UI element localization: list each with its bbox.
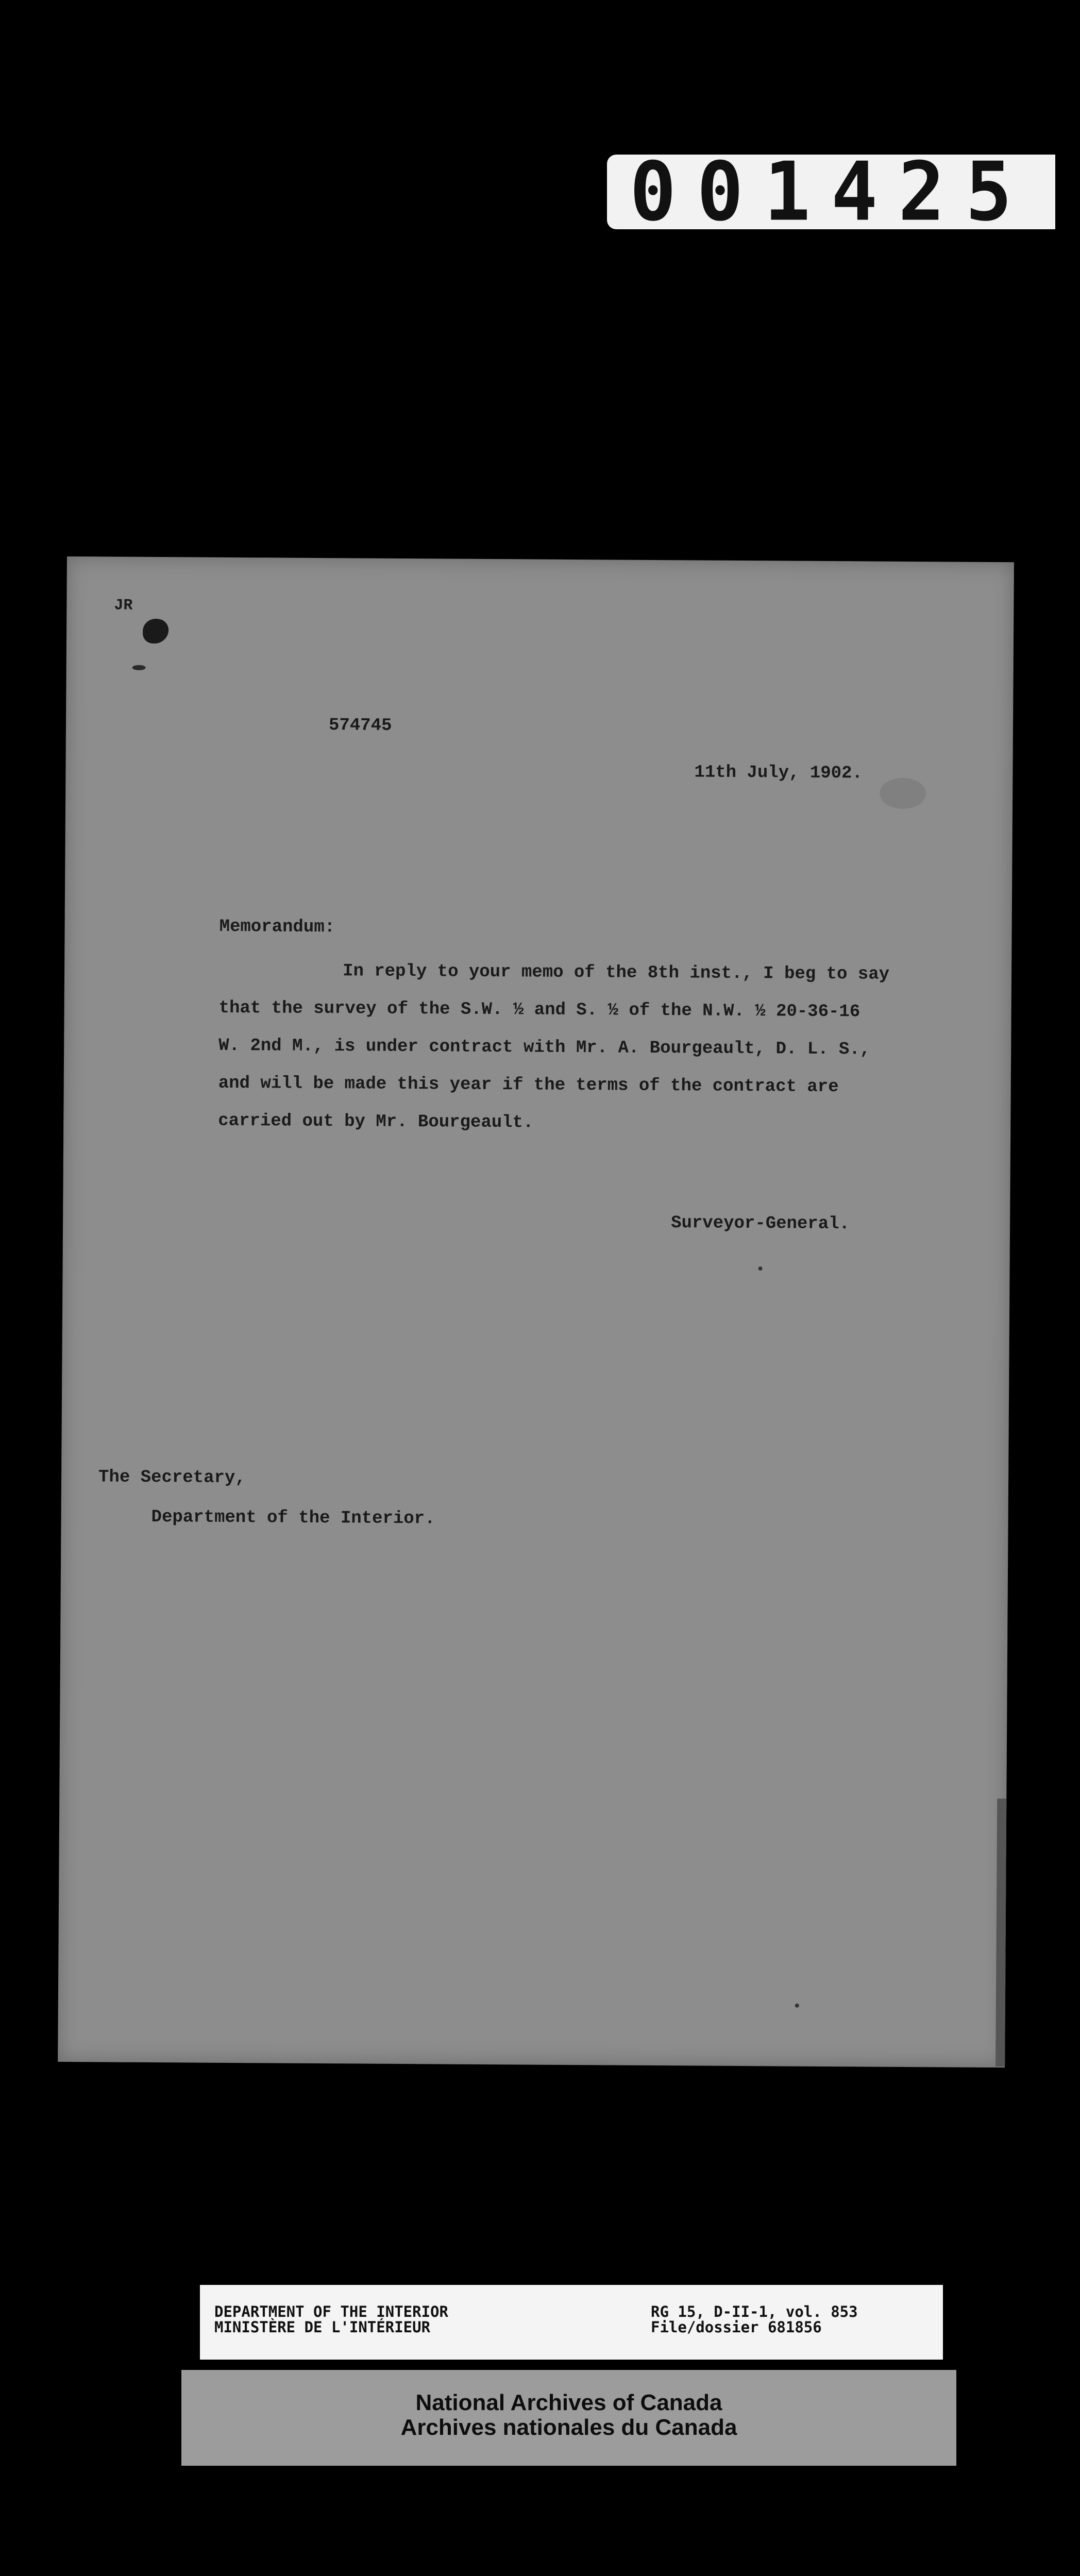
body-line: and will be made this year if the terms of the contract are: [218, 1073, 839, 1097]
body-line: In reply to your memo of the 8th inst., I beg to say: [342, 961, 890, 985]
body-line: that the survey of the S.W. ½ and S. ½ of the N.W. ½ 20-36-16: [218, 998, 860, 1022]
ink-dot: [132, 665, 146, 670]
document-sheet: [58, 556, 1014, 2067]
addressee-department: Department of the Interior.: [151, 1507, 435, 1529]
paper-edge-shadow: [995, 1799, 1006, 2066]
initials: JR: [114, 597, 133, 615]
body-line: carried out by Mr. Bourgeault.: [218, 1111, 534, 1133]
archives-name-french: Archives nationales du Canada: [400, 2415, 737, 2440]
file-number: 574745: [328, 716, 392, 736]
ink-blot: [143, 619, 168, 643]
frame-number-label: [607, 145, 1055, 239]
department-english: DEPARTMENT OF THE INTERIOR: [214, 2303, 448, 2320]
paper-speck: [758, 1266, 763, 1270]
archive-info-band: [200, 2285, 943, 2360]
file-dossier-number: File/dossier 681856: [651, 2318, 822, 2336]
letter-date: 11th July, 1902.: [694, 762, 863, 784]
paper-speck: [795, 2004, 799, 2008]
signature-title: Surveyor-General.: [671, 1213, 850, 1234]
archives-name-english: National Archives of Canada: [415, 2390, 722, 2415]
paper-stain: [880, 778, 926, 809]
memo-heading: Memorandum:: [219, 917, 335, 938]
addressee: The Secretary,: [98, 1467, 246, 1488]
department-french: MINISTÈRE DE L'INTÉRIEUR: [214, 2318, 431, 2336]
archives-label-band: [181, 2370, 956, 2466]
record-group-reference: RG 15, D-II-1, vol. 853: [651, 2303, 858, 2320]
frame-number: 001425: [630, 145, 1033, 239]
body-line: W. 2nd M., is under contract with Mr. A. Bourgeault, D. L. S.,: [218, 1036, 871, 1060]
